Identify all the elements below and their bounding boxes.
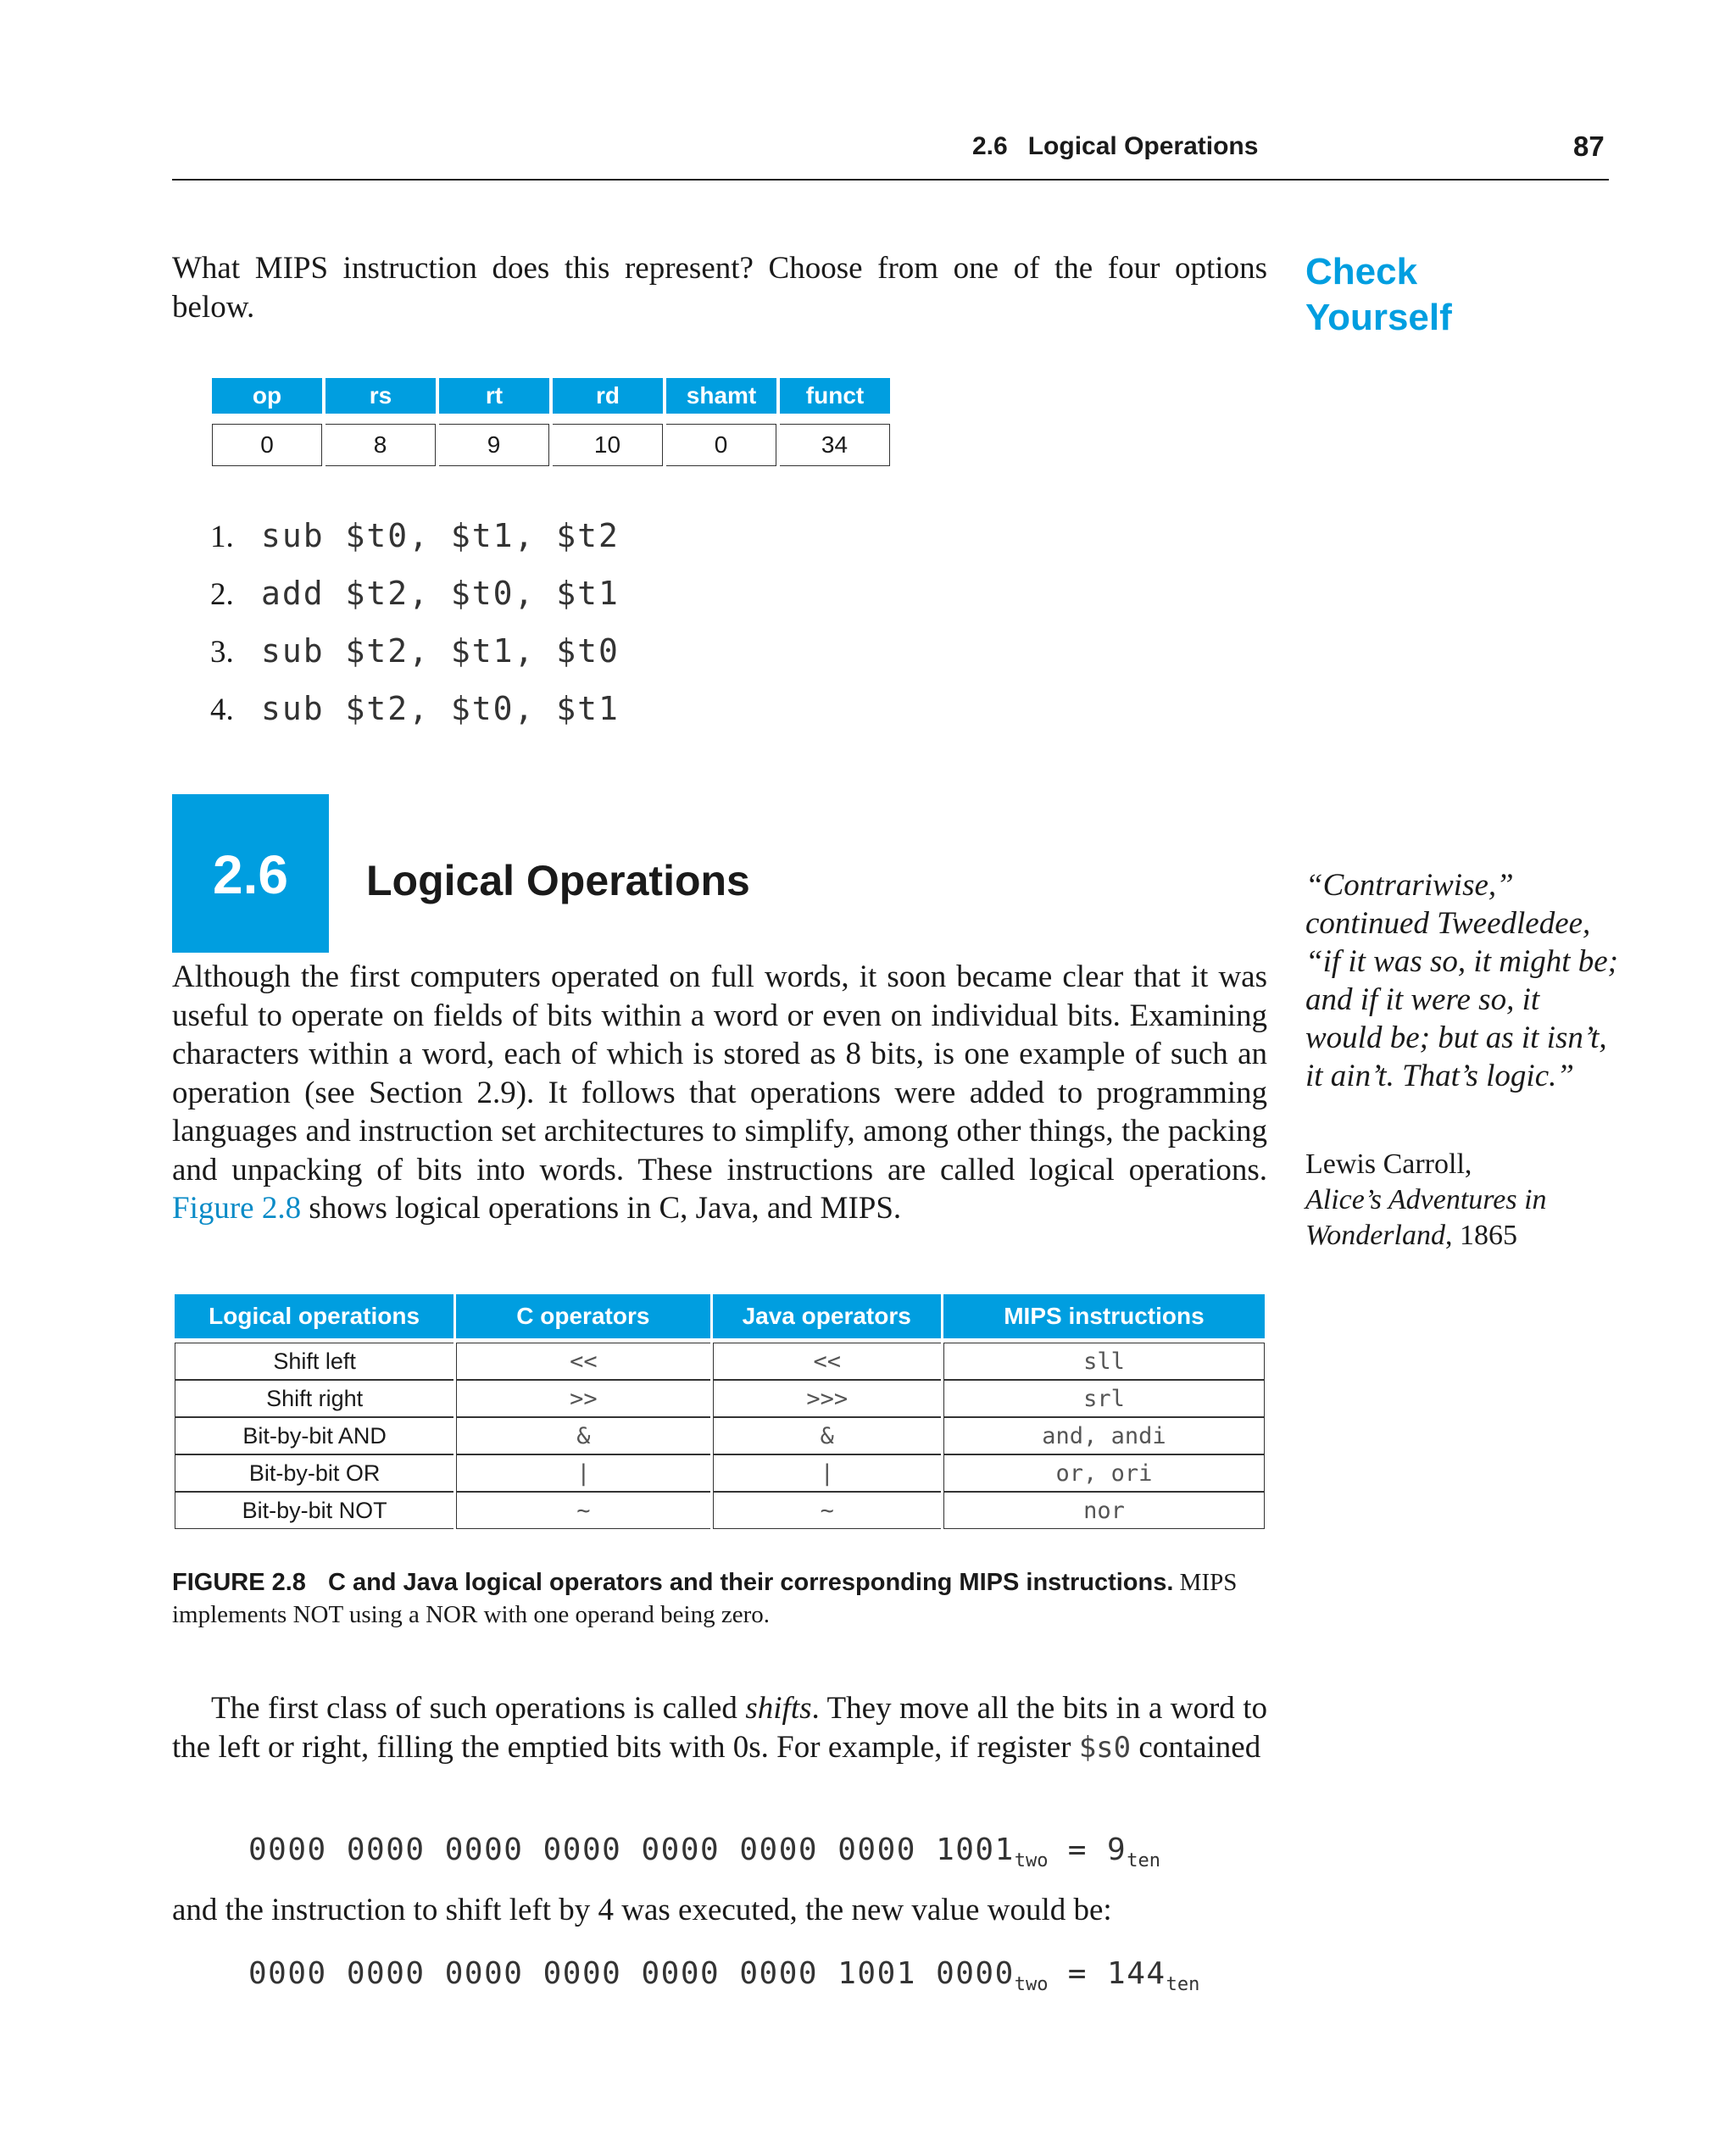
format-value: 34	[780, 424, 890, 466]
format-values-row	[212, 424, 890, 466]
answer-option: 4. sub $t2, $t0, $t1	[210, 690, 620, 727]
running-head-title: Logical Operations	[1027, 132, 1259, 160]
shifts-paragraph: The first class of such operations is called shifts. They move all the bits in a word to the left or right, filling the emptied bits with 0s. For example, if register $s0 contained	[172, 1691, 1267, 1765]
quote-year: , 1865	[1444, 1220, 1517, 1251]
table-row: Bit-by-bit OR | | or, ori	[175, 1454, 1265, 1492]
section-title: Logical Operations	[366, 857, 750, 904]
check-yourself-title: Check Yourself	[1305, 251, 1452, 338]
page-number: 87	[1573, 131, 1605, 162]
ops-header: Java operators	[713, 1294, 941, 1338]
check-question: What MIPS instruction does this represent? Choose from one of the four options below.	[172, 251, 1267, 325]
section-number: 2.6	[213, 844, 288, 905]
quote-author: Lewis Carroll,	[1305, 1148, 1472, 1180]
running-head	[972, 132, 1258, 161]
format-header: funct	[780, 378, 890, 414]
format-header: rt	[439, 378, 549, 414]
format-header: shamt	[666, 378, 776, 414]
table-row: Shift right >> >>> srl	[175, 1380, 1265, 1417]
format-value: 8	[326, 424, 436, 466]
table-row: Bit-by-bit NOT ~ ~ nor	[175, 1492, 1265, 1529]
figure-caption	[172, 1566, 1267, 1631]
logical-operations-table	[172, 1294, 1267, 1529]
table-row: Shift left << << sll	[175, 1343, 1265, 1380]
margin-quote: “Contrariwise,” continued Tweedledee, “if it was so, it might be; and if it were so, it would be; but as it isn’t, it ain’t. That’s logic.”	[1305, 868, 1619, 1093]
binary-example-after: 0000 0000 0000 0000 0000 0000 1001 $0000_{two} = 144_{ten}$	[248, 1956, 1200, 1996]
figure-label: FIGURE 2.8	[172, 1569, 306, 1596]
register-name: $s0	[1078, 1730, 1132, 1765]
figure-title: C and Java logical operators and their corresponding MIPS instructions.	[327, 1569, 1174, 1596]
shift-explanation: and the instruction to shift left by 4 was executed, the new value would be:	[172, 1893, 1112, 1927]
answer-option: 2. add $t2, $t0, $t1	[210, 575, 620, 612]
ops-header: Logical operations	[175, 1294, 453, 1338]
figure-caption-text: MIPS implements NOT using a NOR with one operand being zero.	[172, 1569, 1238, 1628]
intro-paragraph: Although the first computers operated on full words, it soon became clear that it was useful to operate on fields of bits within a word or even on individual bits. Examining characters within a word, each of which is stored as 8 bits, is one example of such an operation (see Section 2.9). It follows that operations were added to programming languages and instruction set architectures to simplify, among other things, the packing and unpacking of bits into words. These instructions are called logical operations. Figure 2.8 shows logical operations in C, Java, and MIPS.	[172, 959, 1267, 1226]
running-head-number: 2.6	[972, 132, 1008, 160]
quote-work: Alice’s Adventures in Wonderland	[1305, 1184, 1547, 1251]
ops-header: C operators	[456, 1294, 709, 1338]
format-header: rs	[326, 378, 436, 414]
header-rule	[172, 179, 1609, 181]
quote-attribution	[1305, 1147, 1619, 1254]
format-value: 0	[212, 424, 322, 466]
answer-options	[210, 517, 620, 748]
format-header: op	[212, 378, 322, 414]
format-header: rd	[553, 378, 663, 414]
format-value: 0	[666, 424, 776, 466]
answer-option: 3. sub $t2, $t1, $t0	[210, 632, 620, 670]
ops-header: MIPS instructions	[943, 1294, 1265, 1338]
answer-option: 1. sub $t0, $t1, $t2	[210, 517, 620, 554]
format-value: 10	[553, 424, 663, 466]
table-row: Bit-by-bit AND & & and, andi	[175, 1417, 1265, 1454]
format-value: 9	[439, 424, 549, 466]
binary-example-before: 0000 0000 0000 0000 0000 0000 0000 $1001_{two} = 9_{ten}$	[248, 1832, 1160, 1872]
figure-link[interactable]: Figure 2.8	[172, 1191, 302, 1226]
instruction-format-table	[209, 378, 893, 466]
